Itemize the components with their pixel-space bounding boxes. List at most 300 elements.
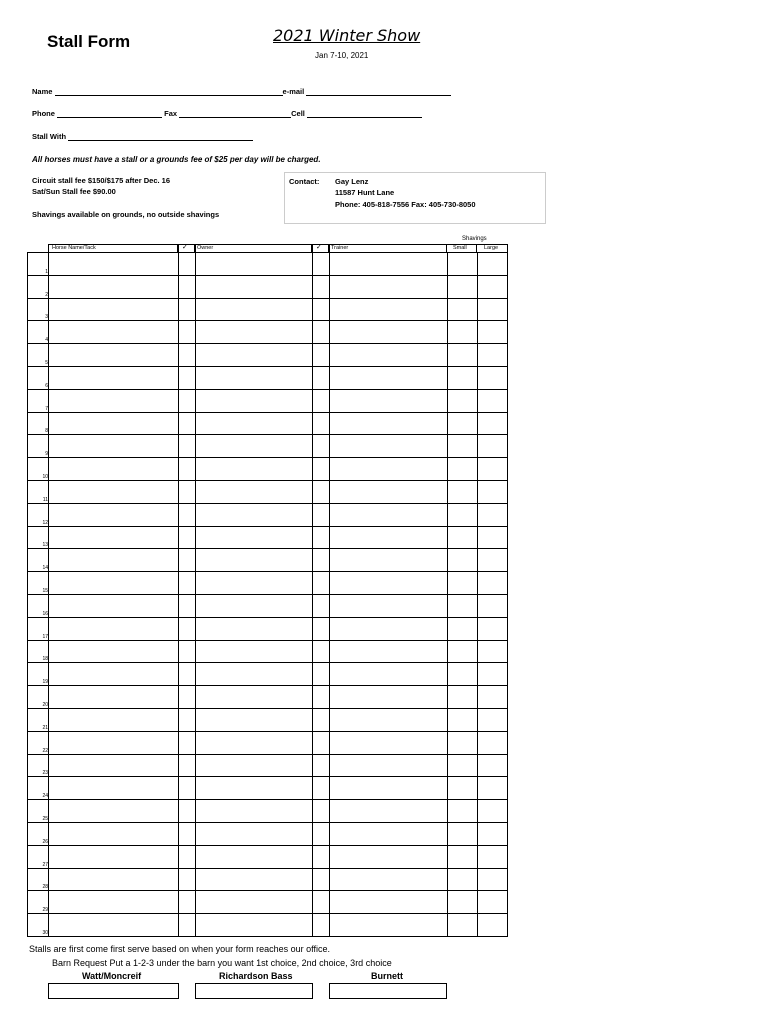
row-number: 13 [28, 526, 49, 549]
owner-check-cell[interactable] [179, 686, 196, 709]
fax-label: Fax [164, 109, 178, 118]
shavings-large-cell[interactable] [478, 572, 508, 595]
horse-name-cell[interactable] [49, 800, 179, 823]
table-row [28, 298, 508, 321]
row-number: 7 [28, 389, 49, 412]
shavings-small-cell[interactable] [448, 914, 478, 937]
trainer-cell[interactable] [330, 253, 448, 276]
owner-check-cell[interactable] [179, 366, 196, 389]
row-number: 4 [28, 321, 49, 344]
table-row [28, 708, 508, 731]
trainer-check-cell[interactable] [313, 868, 330, 891]
trainer-cell[interactable] [330, 686, 448, 709]
contact-box [284, 172, 546, 224]
trainer-cell[interactable] [330, 572, 448, 595]
shavings-small-cell[interactable] [448, 594, 478, 617]
trainer-cell[interactable] [330, 800, 448, 823]
shavings-large-cell[interactable] [478, 845, 508, 868]
form-title: Stall Form [47, 32, 131, 51]
trainer-cell[interactable] [330, 754, 448, 777]
owner-check-cell[interactable] [179, 845, 196, 868]
shavings-small-cell[interactable] [448, 754, 478, 777]
horse-name-cell[interactable] [49, 549, 179, 572]
owner-cell[interactable] [196, 344, 313, 367]
trainer-check-cell[interactable] [313, 549, 330, 572]
trainer-cell[interactable] [330, 914, 448, 937]
horse-name-cell[interactable] [49, 572, 179, 595]
owner-cell[interactable] [196, 594, 313, 617]
horse-name-cell[interactable] [49, 708, 179, 731]
shavings-large-cell[interactable] [478, 800, 508, 823]
shavings-small-cell[interactable] [448, 435, 478, 458]
owner-cell[interactable] [196, 435, 313, 458]
trainer-check-cell[interactable] [313, 845, 330, 868]
trainer-check-cell[interactable] [313, 503, 330, 526]
table-row [28, 275, 508, 298]
owner-cell[interactable] [196, 572, 313, 595]
trainer-check-cell[interactable] [313, 572, 330, 595]
shavings-small-cell[interactable] [448, 640, 478, 663]
row-number: 10 [28, 458, 49, 481]
owner-check-cell[interactable] [179, 663, 196, 686]
shavings-large-cell[interactable] [478, 708, 508, 731]
trainer-check-cell[interactable] [313, 594, 330, 617]
horse-name-cell[interactable] [49, 754, 179, 777]
table-row [28, 435, 508, 458]
barn-choice-watt[interactable] [48, 983, 179, 999]
barn-request-note: Barn Request Put a 1-2-3 under the barn you want 1st choice, 2nd choice, 3rd choice [52, 958, 392, 968]
owner-check-cell[interactable] [179, 708, 196, 731]
table-row [28, 549, 508, 572]
row-number: 20 [28, 686, 49, 709]
horse-name-cell[interactable] [49, 480, 179, 503]
name-field[interactable] [55, 87, 283, 96]
email-field[interactable] [306, 87, 451, 96]
contact-name: Gay Lenz [335, 177, 369, 186]
barn-label-watt: Watt/Moncreif [82, 971, 142, 981]
trainer-cell[interactable] [330, 617, 448, 640]
trainer-check-cell[interactable] [313, 480, 330, 503]
row-number: 16 [28, 594, 49, 617]
shavings-large-cell[interactable] [478, 914, 508, 937]
fax-field[interactable] [179, 109, 291, 118]
trainer-check-cell[interactable] [313, 663, 330, 686]
owner-check-cell[interactable] [179, 914, 196, 937]
trainer-cell[interactable] [330, 663, 448, 686]
stall-with-field[interactable] [68, 132, 253, 141]
trainer-cell[interactable] [330, 503, 448, 526]
trainer-cell[interactable] [330, 526, 448, 549]
shavings-small-cell[interactable] [448, 275, 478, 298]
shavings-small-cell[interactable] [448, 526, 478, 549]
barn-label-burnett: Burnett [371, 971, 403, 981]
owner-cell[interactable] [196, 549, 313, 572]
circuit-fee-note: Circuit stall fee $150/$175 after Dec. 16 [32, 176, 170, 185]
shavings-small-cell[interactable] [448, 845, 478, 868]
trainer-check-cell[interactable] [313, 344, 330, 367]
owner-check-cell[interactable] [179, 412, 196, 435]
trainer-cell[interactable] [330, 549, 448, 572]
owner-cell[interactable] [196, 366, 313, 389]
horse-name-cell[interactable] [49, 891, 179, 914]
owner-check-cell[interactable] [179, 275, 196, 298]
trainer-cell[interactable] [330, 298, 448, 321]
table-row [28, 663, 508, 686]
shavings-small-cell[interactable] [448, 731, 478, 754]
owner-check-cell[interactable] [179, 572, 196, 595]
trainer-check-cell[interactable] [313, 800, 330, 823]
trainer-cell[interactable] [330, 777, 448, 800]
trainer-cell[interactable] [330, 389, 448, 412]
trainer-check-cell[interactable] [313, 253, 330, 276]
owner-cell[interactable] [196, 389, 313, 412]
horse-name-cell[interactable] [49, 822, 179, 845]
owner-check-cell[interactable] [179, 298, 196, 321]
trainer-check-cell[interactable] [313, 366, 330, 389]
table-row [28, 321, 508, 344]
trainer-check-cell[interactable] [313, 640, 330, 663]
trainer-cell[interactable] [330, 458, 448, 481]
horse-name-cell[interactable] [49, 321, 179, 344]
table-row [28, 891, 508, 914]
trainer-cell[interactable] [330, 731, 448, 754]
table-row [28, 640, 508, 663]
horse-name-cell[interactable] [49, 686, 179, 709]
owner-cell[interactable] [196, 731, 313, 754]
shavings-small-cell[interactable] [448, 617, 478, 640]
table-row [28, 458, 508, 481]
row-number: 9 [28, 435, 49, 458]
trainer-check-cell[interactable] [313, 435, 330, 458]
barn-choice-burnett[interactable] [329, 983, 447, 999]
trainer-check-cell[interactable] [313, 731, 330, 754]
horse-column-header: Horse Name/Tack [52, 245, 96, 251]
owner-cell[interactable] [196, 868, 313, 891]
owner-check-cell[interactable] [179, 549, 196, 572]
trainer-column-header: Trainer [331, 245, 349, 251]
row-number: 1 [28, 253, 49, 276]
shavings-large-cell[interactable] [478, 663, 508, 686]
contact-phone: Phone: 405-818-7556 Fax: 405-730-8050 [335, 200, 476, 209]
table-row [28, 868, 508, 891]
barn-choice-richardson[interactable] [195, 983, 313, 999]
trainer-check-cell[interactable] [313, 321, 330, 344]
table-row [28, 731, 508, 754]
row-number: 11 [28, 480, 49, 503]
row-number: 27 [28, 845, 49, 868]
shavings-small-cell[interactable] [448, 503, 478, 526]
horse-name-cell[interactable] [49, 344, 179, 367]
table-row [28, 777, 508, 800]
owner-cell[interactable] [196, 458, 313, 481]
horse-name-cell[interactable] [49, 412, 179, 435]
owner-check-cell[interactable] [179, 321, 196, 344]
cell-label: Cell [291, 109, 305, 118]
check-icon: ✓ [316, 244, 322, 251]
trainer-check-cell[interactable] [313, 777, 330, 800]
trainer-check-cell[interactable] [313, 708, 330, 731]
shavings-large-cell[interactable] [478, 617, 508, 640]
grounds-fee-note: All horses must have a stall or a grounds fee of $25 per day will be charged. [32, 155, 321, 164]
shavings-large-cell[interactable] [478, 412, 508, 435]
row-number: 17 [28, 617, 49, 640]
owner-check-cell[interactable] [179, 617, 196, 640]
horse-name-cell[interactable] [49, 366, 179, 389]
shavings-large-cell[interactable] [478, 253, 508, 276]
owner-check-cell[interactable] [179, 389, 196, 412]
owner-check-cell[interactable] [179, 868, 196, 891]
owner-check-cell[interactable] [179, 822, 196, 845]
shavings-large-cell[interactable] [478, 777, 508, 800]
horse-name-cell[interactable] [49, 617, 179, 640]
name-row [32, 87, 451, 96]
owner-cell[interactable] [196, 686, 313, 709]
horse-name-cell[interactable] [49, 458, 179, 481]
owner-check-cell[interactable] [179, 480, 196, 503]
owner-check-cell[interactable] [179, 458, 196, 481]
owner-cell[interactable] [196, 412, 313, 435]
trainer-cell[interactable] [330, 640, 448, 663]
shavings-large-cell[interactable] [478, 344, 508, 367]
trainer-check-cell[interactable] [313, 914, 330, 937]
first-come-note: Stalls are first come first serve based on when your form reaches our office. [29, 944, 330, 954]
trainer-check-cell[interactable] [313, 686, 330, 709]
table-row [28, 412, 508, 435]
shavings-small-cell[interactable] [448, 480, 478, 503]
horse-name-cell[interactable] [49, 253, 179, 276]
shavings-small-cell[interactable] [448, 686, 478, 709]
row-number: 12 [28, 503, 49, 526]
horse-name-cell[interactable] [49, 845, 179, 868]
horse-name-cell[interactable] [49, 298, 179, 321]
row-number: 30 [28, 914, 49, 937]
table-row [28, 572, 508, 595]
shavings-large-cell[interactable] [478, 640, 508, 663]
trainer-cell[interactable] [330, 708, 448, 731]
owner-check-cell[interactable] [179, 640, 196, 663]
shavings-large-cell[interactable] [478, 731, 508, 754]
shavings-large-cell[interactable] [478, 275, 508, 298]
shavings-small-cell[interactable] [448, 366, 478, 389]
owner-check-cell[interactable] [179, 800, 196, 823]
horse-name-cell[interactable] [49, 389, 179, 412]
shavings-large-cell[interactable] [478, 298, 508, 321]
horse-name-cell[interactable] [49, 914, 179, 937]
row-number: 6 [28, 366, 49, 389]
trainer-cell[interactable] [330, 366, 448, 389]
trainer-cell[interactable] [330, 435, 448, 458]
row-number: 8 [28, 412, 49, 435]
name-label: Name [32, 87, 53, 96]
owner-check-cell[interactable] [179, 754, 196, 777]
weekend-fee-note: Sat/Sun Stall fee $90.00 [32, 187, 116, 196]
trainer-cell[interactable] [330, 321, 448, 344]
shavings-small-cell[interactable] [448, 549, 478, 572]
table-row [28, 686, 508, 709]
trainer-cell[interactable] [330, 412, 448, 435]
owner-cell[interactable] [196, 754, 313, 777]
row-number: 23 [28, 754, 49, 777]
trainer-cell[interactable] [330, 480, 448, 503]
table-row [28, 914, 508, 937]
owner-cell[interactable] [196, 777, 313, 800]
owner-check-cell[interactable] [179, 526, 196, 549]
owner-cell[interactable] [196, 321, 313, 344]
owner-check-cell[interactable] [179, 435, 196, 458]
stall-table [27, 252, 508, 937]
trainer-cell[interactable] [330, 822, 448, 845]
horse-name-cell[interactable] [49, 640, 179, 663]
shavings-large-cell[interactable] [478, 822, 508, 845]
owner-check-cell[interactable] [179, 731, 196, 754]
trainer-cell[interactable] [330, 594, 448, 617]
row-number: 21 [28, 708, 49, 731]
horse-name-cell[interactable] [49, 594, 179, 617]
shavings-small-cell[interactable] [448, 321, 478, 344]
owner-cell[interactable] [196, 845, 313, 868]
owner-cell[interactable] [196, 800, 313, 823]
shavings-small-cell[interactable] [448, 708, 478, 731]
trainer-check-cell[interactable] [313, 891, 330, 914]
trainer-check-cell[interactable] [313, 389, 330, 412]
owner-check-cell[interactable] [179, 253, 196, 276]
trainer-cell[interactable] [330, 275, 448, 298]
owner-cell[interactable] [196, 503, 313, 526]
owner-cell[interactable] [196, 526, 313, 549]
owner-check-cell[interactable] [179, 891, 196, 914]
shavings-small-cell[interactable] [448, 868, 478, 891]
shavings-small-cell[interactable] [448, 298, 478, 321]
shavings-small-cell[interactable] [448, 412, 478, 435]
trainer-cell[interactable] [330, 845, 448, 868]
row-number: 2 [28, 275, 49, 298]
shavings-small-cell[interactable] [448, 777, 478, 800]
shavings-large-cell[interactable] [478, 868, 508, 891]
owner-cell[interactable] [196, 480, 313, 503]
owner-cell[interactable] [196, 708, 313, 731]
table-row [28, 480, 508, 503]
trainer-check-cell[interactable] [313, 617, 330, 640]
shavings-large-cell[interactable] [478, 366, 508, 389]
horse-name-cell[interactable] [49, 663, 179, 686]
barn-label-richardson: Richardson Bass [219, 971, 293, 981]
shavings-large-cell[interactable] [478, 891, 508, 914]
contact-label: Contact: [289, 177, 320, 186]
table-row [28, 822, 508, 845]
table-row [28, 594, 508, 617]
owner-cell[interactable] [196, 298, 313, 321]
shavings-large-cell[interactable] [478, 458, 508, 481]
owner-cell[interactable] [196, 891, 313, 914]
owner-cell[interactable] [196, 914, 313, 937]
shavings-large-cell[interactable] [478, 526, 508, 549]
contact-address: 11587 Hunt Lane [335, 188, 395, 197]
stall-with-label: Stall With [32, 132, 67, 141]
owner-cell[interactable] [196, 663, 313, 686]
table-row [28, 526, 508, 549]
trainer-check-cell[interactable] [313, 754, 330, 777]
trainer-check-cell[interactable] [313, 458, 330, 481]
table-row [28, 366, 508, 389]
shavings-small-cell[interactable] [448, 389, 478, 412]
row-number: 3 [28, 298, 49, 321]
horse-name-cell[interactable] [49, 777, 179, 800]
owner-check-cell[interactable] [179, 503, 196, 526]
shavings-large-cell[interactable] [478, 480, 508, 503]
shavings-large-cell[interactable] [478, 389, 508, 412]
shavings-header: Shavings [462, 236, 487, 242]
row-number: 25 [28, 800, 49, 823]
phone-field[interactable] [57, 109, 162, 118]
owner-check-cell[interactable] [179, 594, 196, 617]
horse-name-cell[interactable] [49, 526, 179, 549]
owner-check-cell[interactable] [179, 344, 196, 367]
large-column-header: Large [484, 245, 499, 251]
shavings-small-cell[interactable] [448, 663, 478, 686]
shavings-small-cell[interactable] [448, 458, 478, 481]
shavings-small-cell[interactable] [448, 891, 478, 914]
email-label: e-mail [282, 87, 305, 96]
shavings-large-cell[interactable] [478, 754, 508, 777]
owner-cell[interactable] [196, 253, 313, 276]
trainer-check-cell[interactable] [313, 275, 330, 298]
horse-name-cell[interactable] [49, 435, 179, 458]
cell-field[interactable] [307, 109, 422, 118]
shavings-small-cell[interactable] [448, 572, 478, 595]
table-row [28, 617, 508, 640]
owner-cell[interactable] [196, 822, 313, 845]
trainer-check-cell[interactable] [313, 298, 330, 321]
row-number: 19 [28, 663, 49, 686]
shavings-large-cell[interactable] [478, 435, 508, 458]
row-number: 18 [28, 640, 49, 663]
shavings-large-cell[interactable] [478, 321, 508, 344]
shavings-large-cell[interactable] [478, 503, 508, 526]
trainer-cell[interactable] [330, 891, 448, 914]
show-title: 2021 Winter Show [273, 26, 421, 45]
row-number: 5 [28, 344, 49, 367]
horse-name-cell[interactable] [49, 275, 179, 298]
horse-name-cell[interactable] [49, 868, 179, 891]
shavings-large-cell[interactable] [478, 686, 508, 709]
trainer-check-cell[interactable] [313, 412, 330, 435]
table-row [28, 344, 508, 367]
horse-name-cell[interactable] [49, 731, 179, 754]
shavings-large-cell[interactable] [478, 594, 508, 617]
horse-name-cell[interactable] [49, 503, 179, 526]
shavings-small-cell[interactable] [448, 253, 478, 276]
trainer-cell[interactable] [330, 344, 448, 367]
row-number: 26 [28, 822, 49, 845]
owner-cell[interactable] [196, 617, 313, 640]
owner-cell[interactable] [196, 275, 313, 298]
shavings-small-cell[interactable] [448, 800, 478, 823]
trainer-check-cell[interactable] [313, 822, 330, 845]
owner-check-cell[interactable] [179, 777, 196, 800]
check-icon: ✓ [182, 244, 188, 251]
shavings-small-cell[interactable] [448, 344, 478, 367]
stall-with-row [32, 132, 253, 141]
table-row [28, 754, 508, 777]
owner-cell[interactable] [196, 640, 313, 663]
shavings-small-cell[interactable] [448, 822, 478, 845]
table-row [28, 389, 508, 412]
row-number: 22 [28, 731, 49, 754]
owner-column-header: Owner [197, 245, 214, 251]
trainer-cell[interactable] [330, 868, 448, 891]
shavings-large-cell[interactable] [478, 549, 508, 572]
trainer-check-cell[interactable] [313, 526, 330, 549]
